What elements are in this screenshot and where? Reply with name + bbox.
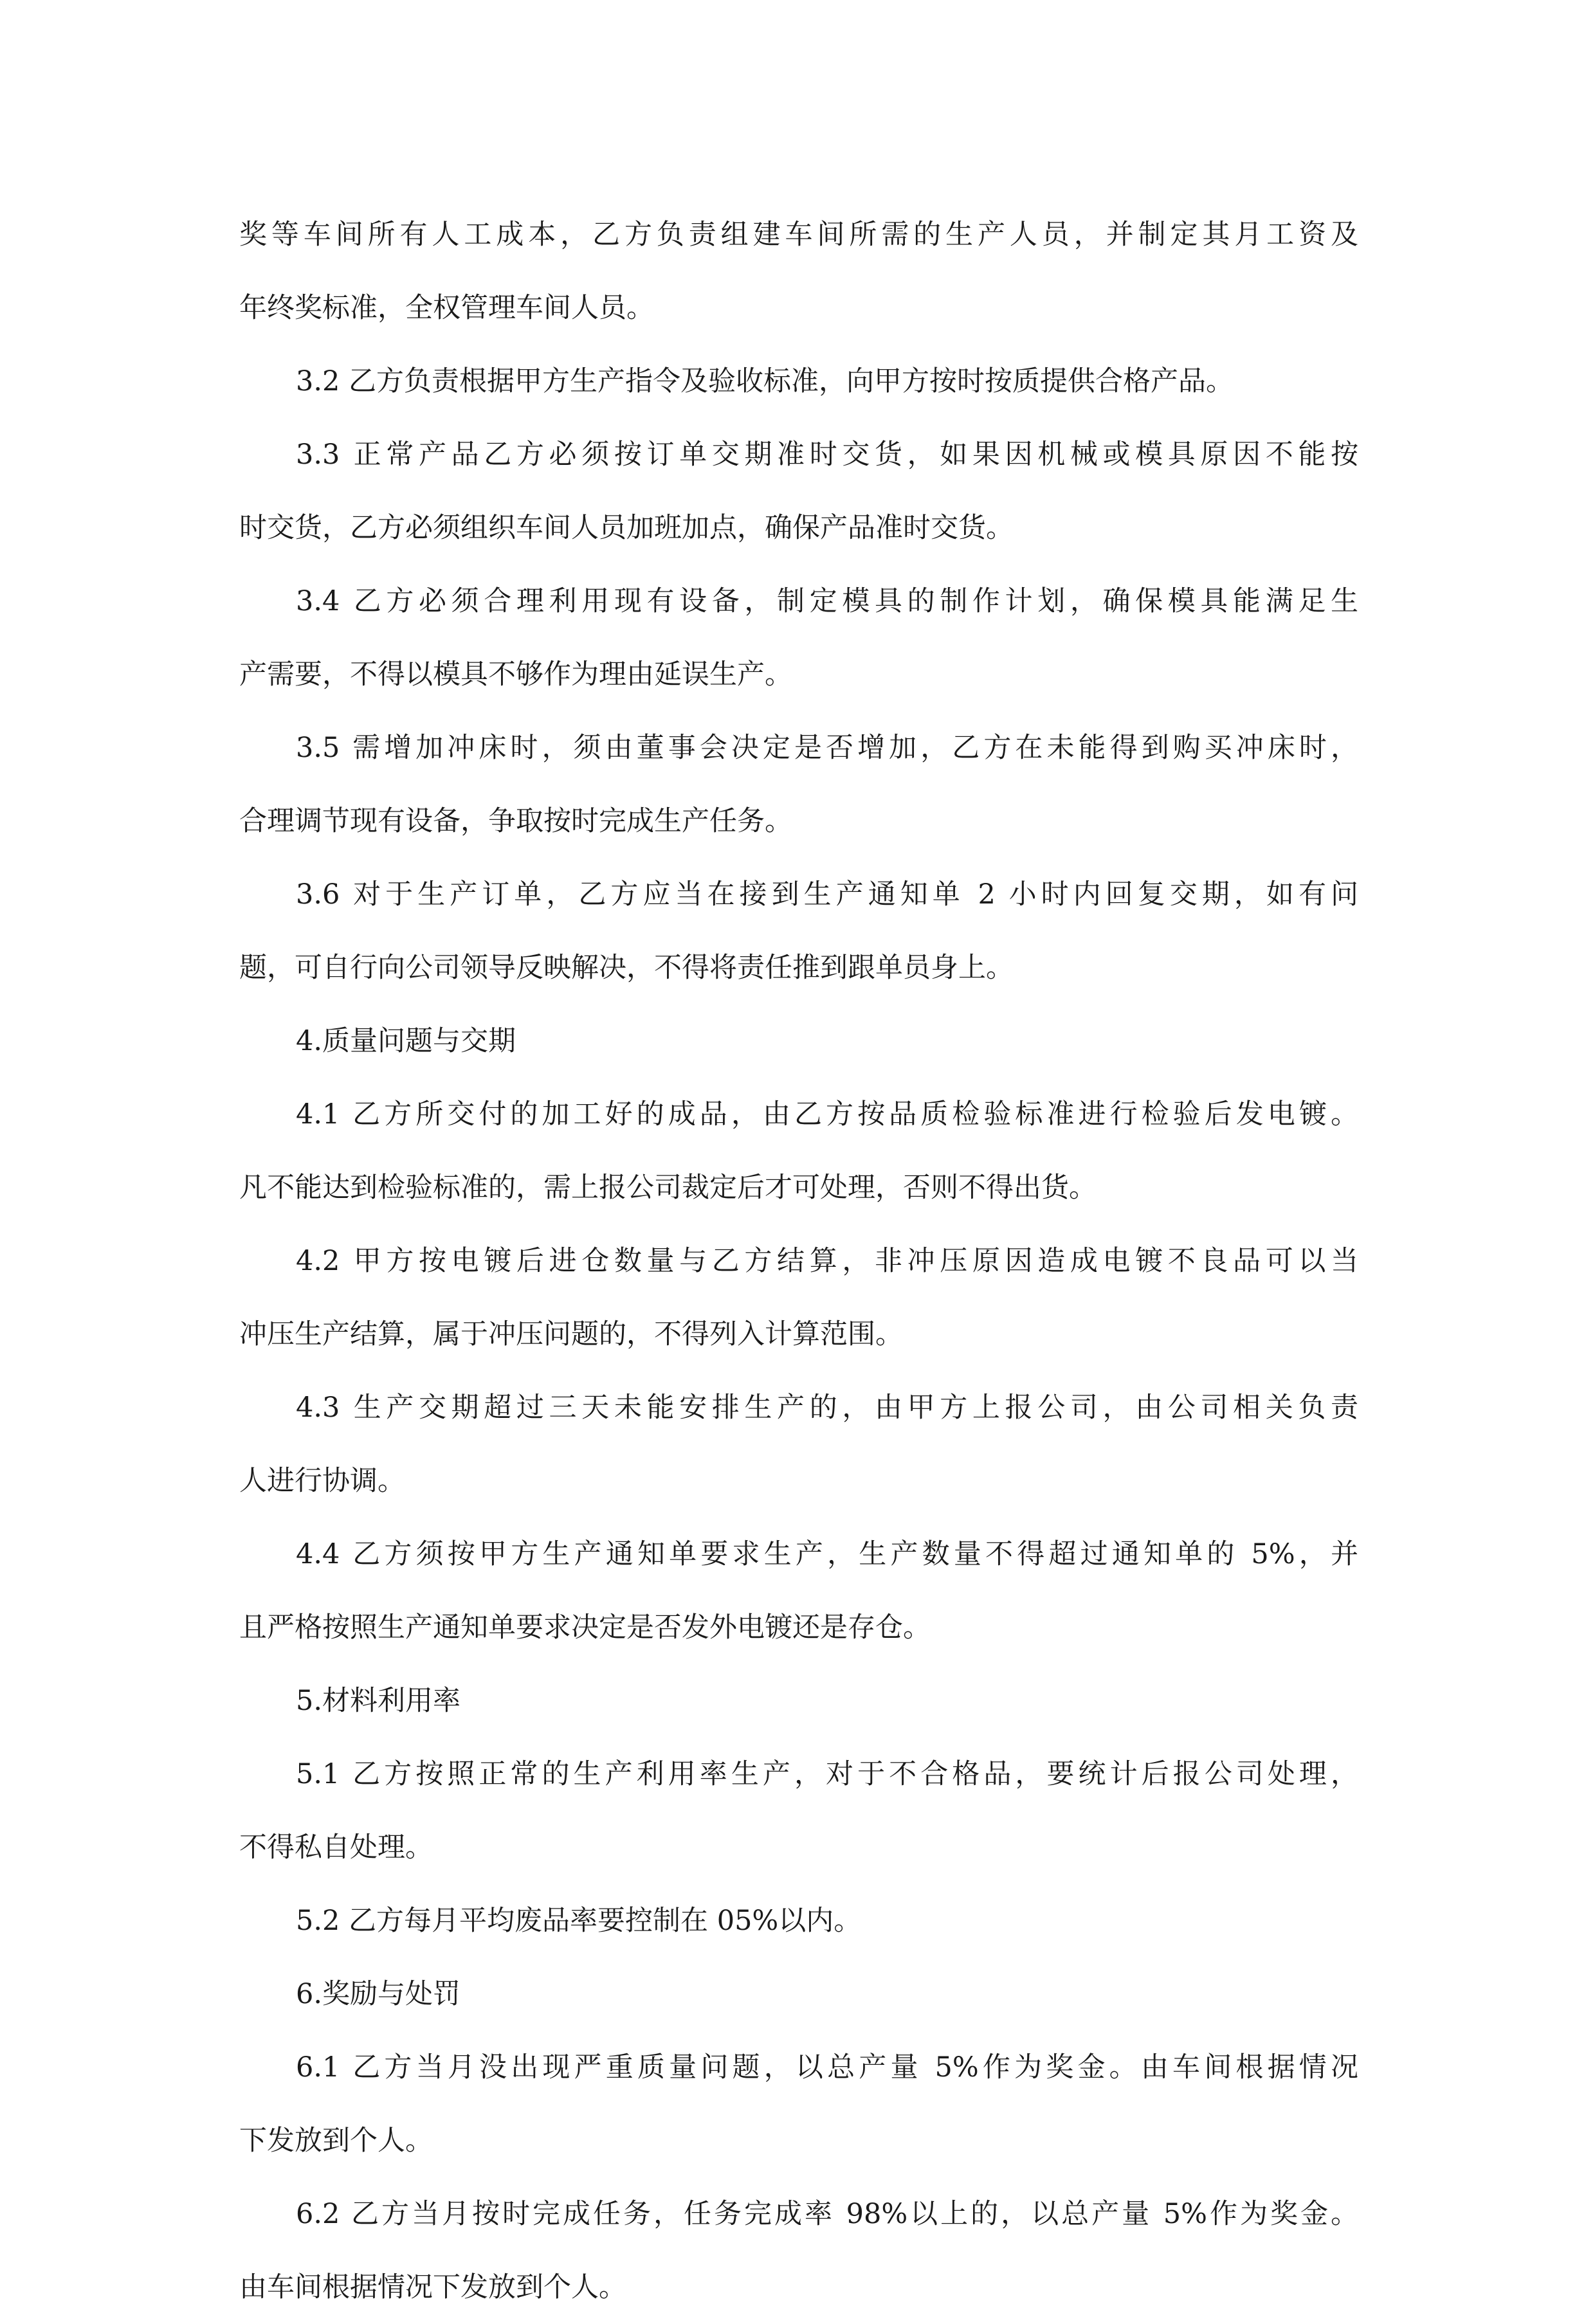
paragraph — [239, 1371, 1358, 1518]
text-line: 3.2 乙方负责根据甲方生产指令及验收标准，向甲方按时按质提供合格产品。 — [296, 365, 1234, 397]
paragraph — [239, 711, 1358, 858]
paragraph — [239, 2031, 1358, 2177]
paragraph — [239, 345, 1358, 418]
text-line: 且严格按照生产通知单要求决定是否发外电镀还是存仓。 — [239, 1611, 931, 1644]
paragraph — [239, 2177, 1358, 2324]
text-line: 不得私自处理。 — [239, 1831, 433, 1864]
text-line: 6.1 乙方当月没出现严重质量问题，以总产量 5%作为奖金。由车间根据情况 — [296, 2051, 1358, 2083]
text-line: 5.1 乙方按照正常的生产利用率生产，对于不合格品，要统计后报公司处理， — [296, 1758, 1358, 1790]
text-line: 4.3 生产交期超过三天未能安排生产的，由甲方上报公司，由公司相关负责 — [296, 1392, 1358, 1424]
section-heading — [239, 1004, 1358, 1078]
section-heading — [239, 1957, 1358, 2031]
paragraph — [239, 198, 1358, 345]
paragraph — [239, 1738, 1358, 1884]
paragraph — [239, 1518, 1358, 1664]
text-line: 4.1 乙方所交付的加工好的成品，由乙方按品质检验标准进行检验后发电镀。 — [296, 1098, 1358, 1130]
text-line: 3.5 需增加冲床时，须由董事会决定是否增加，乙方在未能得到购买冲床时， — [296, 732, 1358, 764]
text-line: 奖等车间所有人工成本，乙方负责组建车间所需的生产人员，并制定其月工资及 — [239, 219, 1358, 251]
text-line: 由车间根据情况下发放到个人。 — [239, 2271, 626, 2303]
text-line: 合理调节现有设备，争取按时完成生产任务。 — [239, 805, 792, 837]
text-line: 时交货，乙方必须组织车间人员加班加点，确保产品准时交货。 — [239, 512, 1014, 544]
paragraph — [239, 858, 1358, 1004]
section-heading — [239, 1664, 1358, 1738]
text-line: 年终奖标准，全权管理车间人员。 — [239, 292, 654, 324]
paragraph — [239, 1224, 1358, 1371]
text-line: 3.4 乙方必须合理利用现有设备，制定模具的制作计划，确保模具能满足生 — [296, 585, 1358, 617]
text-line: 3.3 正常产品乙方必须按订单交期准时交货，如果因机械或模具原因不能按 — [296, 439, 1358, 471]
text-line: 4.4 乙方须按甲方生产通知单要求生产，生产数量不得超过通知单的 5%，并 — [296, 1538, 1358, 1570]
paragraph — [239, 418, 1358, 565]
text-line: 冲压生产结算，属于冲压问题的，不得列入计算范围。 — [239, 1318, 903, 1350]
text-line: 6.奖励与处罚 — [296, 1978, 461, 2010]
text-line: 3.6 对于生产订单，乙方应当在接到生产通知单 2 小时内回复交期，如有问 — [296, 878, 1358, 911]
text-line: 6.2 乙方当月按时完成任务，任务完成率 98%以上的，以总产量 5%作为奖金。 — [296, 2198, 1358, 2230]
paragraph — [239, 1884, 1358, 1957]
text-line: 人进行协调。 — [239, 1465, 405, 1497]
text-line: 4.质量问题与交期 — [296, 1025, 516, 1057]
text-line: 5.2 乙方每月平均废品率要控制在 05%以内。 — [296, 1905, 862, 1937]
text-line: 题，可自行向公司领导反映解决，不得将责任推到跟单员身上。 — [239, 952, 1014, 984]
text-line: 5.材料利用率 — [296, 1685, 461, 1717]
paragraph — [239, 1078, 1358, 1224]
text-line: 下发放到个人。 — [239, 2125, 433, 2157]
paragraph — [239, 565, 1358, 711]
document-body — [239, 198, 1358, 2324]
text-line: 凡不能达到检验标准的，需上报公司裁定后才可处理，否则不得出货。 — [239, 1172, 1097, 1204]
text-line: 产需要，不得以模具不够作为理由延误生产。 — [239, 658, 792, 691]
text-line: 4.2 甲方按电镀后进仓数量与乙方结算，非冲压原因造成电镀不良品可以当 — [296, 1245, 1358, 1277]
